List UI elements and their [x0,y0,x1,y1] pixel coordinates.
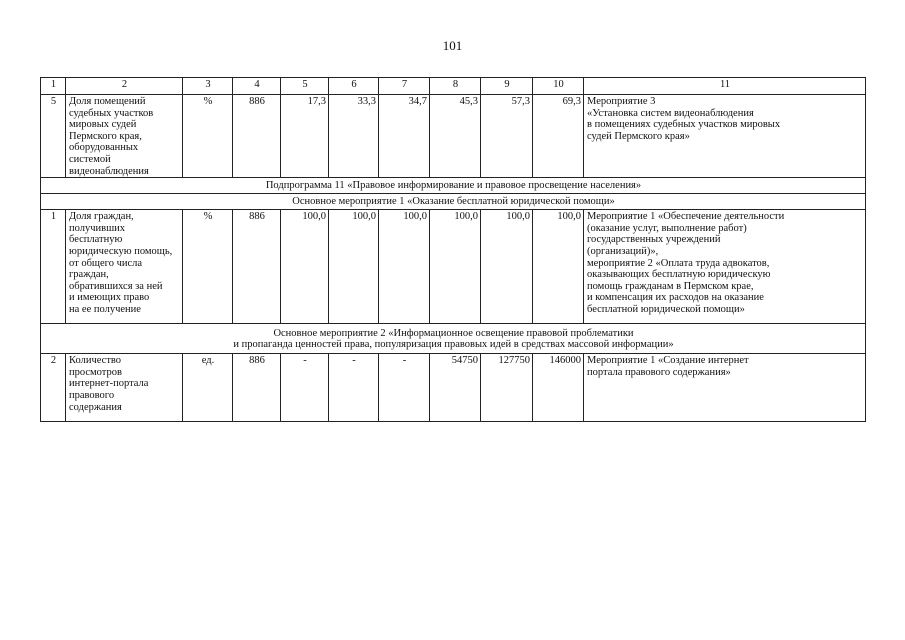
indicator-name: Доля помещений судебных участков мировых судей Пермского края, оборудованных системой видеонаблюдения [66,95,183,178]
value-cell: 146000 [533,354,584,422]
table-row [41,210,866,324]
row-number: 2 [41,354,66,422]
indicator-name: Количество просмотров интернет-портала правового содержания [66,354,183,422]
value-cell: 100,0 [329,210,379,324]
value-cell: 100,0 [533,210,584,324]
main-activity-title: Основное мероприятие 2 «Информационное освещение правовой проблематики и пропаганда ценностей права, популяризация правовых идей в средствах массовой информации» [41,324,866,354]
header-cell: 8 [430,78,481,95]
header-cell: 5 [281,78,329,95]
measure-cell: Мероприятие 1 «Обеспечение деятельности (оказание услуг, выполнение работ) государственных учреждений (организаций)», мероприятие 2 «Оплата труда адвокатов, оказывающих бесплатную юридическую помощь гражданам в Пермском крае, и компенсация их расходов на оказание бесплатной юридической помощи» [584,210,866,324]
value-cell: 100,0 [379,210,430,324]
main-activity-title: Основное мероприятие 1 «Оказание бесплатной юридической помощи» [41,194,866,210]
main-activity-row [41,194,866,210]
header-cell: 2 [66,78,183,95]
page-number: 101 [442,38,463,53]
value-cell: 17,3 [281,95,329,178]
value-cell: 34,7 [379,95,430,178]
column-number-header-row [41,78,866,95]
table-row [41,354,866,422]
unit-cell: % [183,210,233,324]
header-cell: 7 [379,78,430,95]
value-cell: 45,3 [430,95,481,178]
value-cell: 100,0 [481,210,533,324]
unit-cell: ед. [183,354,233,422]
value-cell: 100,0 [281,210,329,324]
header-cell: 4 [233,78,281,95]
main-activity-row [41,324,866,354]
subprogram-title: Подпрограмма 11 «Правовое информирование и правовое просвещение населения» [41,178,866,194]
unit-cell: % [183,95,233,178]
row-number: 5 [41,95,66,178]
value-cell: - [329,354,379,422]
value-cell: 57,3 [481,95,533,178]
code-cell: 886 [233,354,281,422]
value-cell: 100,0 [430,210,481,324]
row-number: 1 [41,210,66,324]
value-cell: 69,3 [533,95,584,178]
value-cell: 54750 [430,354,481,422]
code-cell: 886 [233,210,281,324]
indicator-name: Доля граждан, получивших бесплатную юридическую помощь, от общего числа граждан, обратившихся за ней и имеющих право на ее получение [66,210,183,324]
header-cell: 11 [584,78,866,95]
header-cell: 1 [41,78,66,95]
header-cell: 9 [481,78,533,95]
header-cell: 3 [183,78,233,95]
table-row [41,95,866,178]
value-cell: - [281,354,329,422]
value-cell: 127750 [481,354,533,422]
value-cell: - [379,354,430,422]
value-cell: 33,3 [329,95,379,178]
measure-cell: Мероприятие 3 «Установка систем видеонаблюдения в помещениях судебных участков мировых судей Пермского края» [584,95,866,178]
indicators-table [40,77,866,422]
subprogram-row [41,178,866,194]
header-cell: 10 [533,78,584,95]
code-cell: 886 [233,95,281,178]
header-cell: 6 [329,78,379,95]
measure-cell: Мероприятие 1 «Создание интернет портала правового содержания» [584,354,866,422]
